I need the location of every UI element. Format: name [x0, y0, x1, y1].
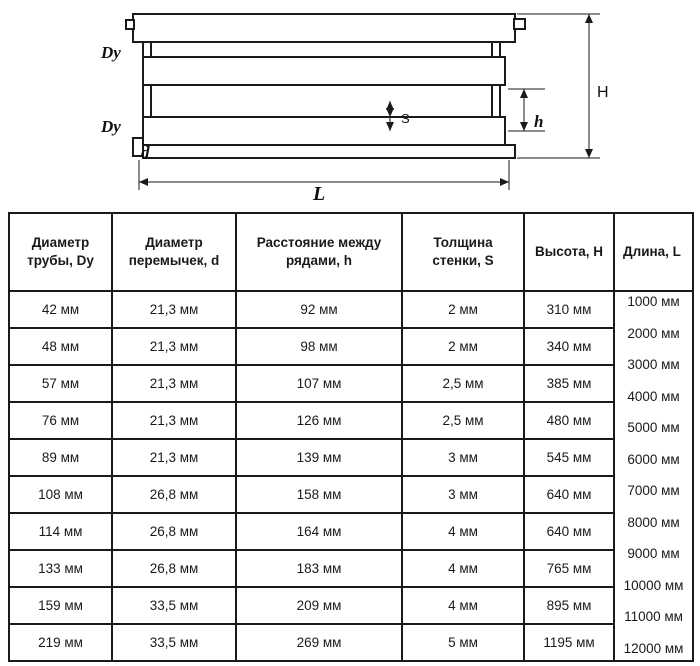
- label-h: h: [534, 112, 544, 131]
- cell-height: 385 мм: [524, 365, 614, 402]
- table-row: [9, 439, 693, 476]
- cell-dy: 108 мм: [9, 476, 112, 513]
- cell-d: 21,3 мм: [112, 291, 236, 328]
- cell-height: 895 мм: [524, 587, 614, 624]
- cell-h: 126 мм: [236, 402, 402, 439]
- table-header-row: [9, 213, 693, 291]
- table-row: [9, 402, 693, 439]
- pipe-row-middle: [143, 57, 505, 85]
- length-option: 9000 мм: [627, 546, 680, 562]
- cell-h: 158 мм: [236, 476, 402, 513]
- header-height: Высота, H: [524, 213, 614, 291]
- cell-s: 4 мм: [402, 513, 524, 550]
- arrow-H-top: [585, 14, 593, 23]
- cell-dy: 159 мм: [9, 587, 112, 624]
- cell-height: 765 мм: [524, 550, 614, 587]
- cell-s: 4 мм: [402, 550, 524, 587]
- cell-d: 26,8 мм: [112, 476, 236, 513]
- cell-dy: 57 мм: [9, 365, 112, 402]
- length-option: 8000 мм: [627, 514, 680, 530]
- label-s: S: [401, 111, 410, 126]
- pipe-row-top: [133, 14, 515, 42]
- cell-s: 2,5 мм: [402, 402, 524, 439]
- length-option: 3000 мм: [627, 357, 680, 373]
- cell-h: 164 мм: [236, 513, 402, 550]
- label-dy-bottom: Dy: [101, 117, 121, 136]
- length-option: 12000 мм: [623, 641, 684, 657]
- header-wall-thickness: Толщина стенки, S: [402, 213, 524, 291]
- cell-dy: 42 мм: [9, 291, 112, 328]
- table-row: [9, 328, 693, 365]
- nipple-top-right: [514, 19, 525, 29]
- cell-dy: 89 мм: [9, 439, 112, 476]
- cell-d: 21,3 мм: [112, 402, 236, 439]
- cell-d: 21,3 мм: [112, 328, 236, 365]
- pipe-row-bottom: [143, 117, 505, 145]
- arrow-H-bottom: [585, 149, 593, 158]
- cell-h: 98 мм: [236, 328, 402, 365]
- label-d: d: [141, 143, 150, 162]
- cell-lengths: [614, 291, 693, 661]
- arrow-h-bottom: [520, 122, 528, 131]
- cell-s: 4 мм: [402, 587, 524, 624]
- cell-s: 3 мм: [402, 476, 524, 513]
- cell-dy: 76 мм: [9, 402, 112, 439]
- table-row: [9, 624, 693, 661]
- cell-s: 3 мм: [402, 439, 524, 476]
- header-diameter-pipe: Диаметр трубы, Dy: [9, 213, 112, 291]
- drawing-svg: [0, 0, 700, 205]
- length-option: 11000 мм: [624, 609, 683, 625]
- table-row: [9, 476, 693, 513]
- arrow-L-left: [139, 178, 148, 186]
- cell-h: 269 мм: [236, 624, 402, 661]
- table-row: [9, 550, 693, 587]
- header-length: Длина, L: [614, 213, 693, 291]
- cell-h: 209 мм: [236, 587, 402, 624]
- cell-height: 545 мм: [524, 439, 614, 476]
- bottom-plate: [143, 145, 515, 158]
- table-row: [9, 365, 693, 402]
- cell-height: 480 мм: [524, 402, 614, 439]
- arrow-h-top: [520, 89, 528, 98]
- cell-s: 5 мм: [402, 624, 524, 661]
- cell-d: 21,3 мм: [112, 365, 236, 402]
- cell-s: 2 мм: [402, 328, 524, 365]
- cell-h: 139 мм: [236, 439, 402, 476]
- label-dy-top: Dy: [101, 43, 121, 62]
- header-diameter-jumper: Диаметр перемычек, d: [112, 213, 236, 291]
- cell-h: 107 мм: [236, 365, 402, 402]
- arrow-L-right: [500, 178, 509, 186]
- cell-d: 21,3 мм: [112, 439, 236, 476]
- spec-table-container: [8, 212, 692, 662]
- label-L: L: [313, 183, 326, 205]
- cell-height: 340 мм: [524, 328, 614, 365]
- cell-height: 640 мм: [524, 513, 614, 550]
- cell-height: 640 мм: [524, 476, 614, 513]
- cell-d: 26,8 мм: [112, 513, 236, 550]
- cell-s: 2 мм: [402, 291, 524, 328]
- cell-height: 1195 мм: [524, 624, 614, 661]
- cell-d: 26,8 мм: [112, 550, 236, 587]
- label-H-big: H: [597, 84, 609, 101]
- table-row: [9, 587, 693, 624]
- cell-dy: 219 мм: [9, 624, 112, 661]
- nipple-top-left: [126, 20, 134, 29]
- cell-dy: 114 мм: [9, 513, 112, 550]
- length-option: 10000 мм: [623, 577, 684, 593]
- cell-height: 310 мм: [524, 291, 614, 328]
- cell-dy: 133 мм: [9, 550, 112, 587]
- length-option: 4000 мм: [627, 388, 680, 404]
- header-row-spacing: Расстояние между рядами, h: [236, 213, 402, 291]
- length-option: 1000 мм: [627, 294, 680, 309]
- register-drawing: [0, 0, 700, 205]
- length-option: 6000 мм: [627, 451, 680, 467]
- length-option: 2000 мм: [627, 325, 680, 341]
- cell-d: 33,5 мм: [112, 624, 236, 661]
- spec-table: [8, 212, 694, 662]
- cell-s: 2,5 мм: [402, 365, 524, 402]
- length-option: 7000 мм: [627, 483, 680, 499]
- cell-d: 33,5 мм: [112, 587, 236, 624]
- cell-h: 183 мм: [236, 550, 402, 587]
- cell-dy: 48 мм: [9, 328, 112, 365]
- table-row: [9, 513, 693, 550]
- length-option: 5000 мм: [627, 420, 680, 436]
- cell-h: 92 мм: [236, 291, 402, 328]
- table-row: [9, 291, 693, 328]
